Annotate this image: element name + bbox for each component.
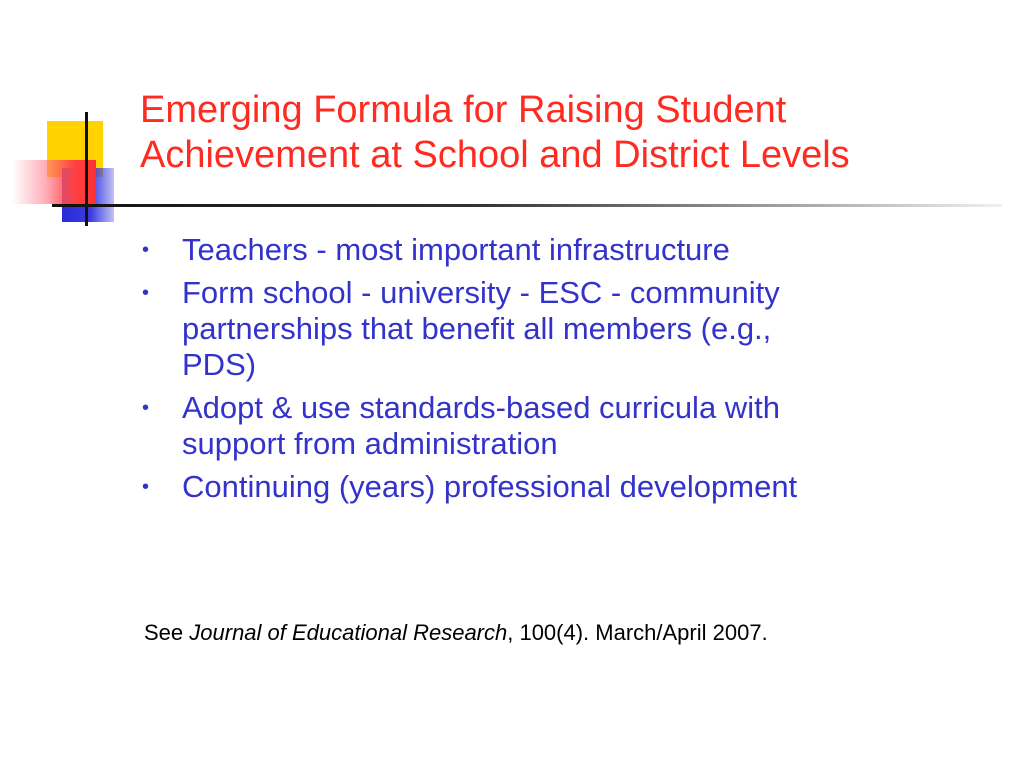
reference-citation (144, 618, 1004, 648)
reference-suffix: , 100(4). March/April 2007. (507, 620, 768, 645)
slide-title-line-1: Emerging Formula for Raising Student (140, 89, 787, 131)
bullet-item-curricula (140, 390, 1000, 462)
bullet-line: partnerships that benefit all members (e.g., (182, 311, 772, 346)
bullet-marker: • (142, 476, 150, 498)
bullet-line: Form school - university - ESC - community (182, 275, 780, 310)
bullet-text (182, 469, 1000, 505)
bullet-text (182, 275, 1000, 383)
bullet-item-teachers (140, 232, 1000, 268)
bullet-line: PDS) (182, 347, 257, 382)
logo-red-square (12, 160, 96, 204)
bullet-line: Adopt & use standards-based curricula with (182, 390, 780, 425)
bullet-line: support from administration (182, 426, 558, 461)
bullet-list (140, 232, 1000, 512)
bullet-item-partnerships (140, 275, 1000, 383)
bullet-text (182, 232, 1000, 268)
bullet-marker: • (142, 282, 150, 304)
reference-prefix: See (144, 620, 190, 645)
slide-title-line-2: Achievement at School and District Levels (140, 134, 850, 176)
slide-title (140, 88, 1010, 178)
bullet-line: Continuing (years) professional development (182, 469, 798, 504)
reference-journal-title: Journal of Educational Research (189, 620, 508, 645)
bullet-marker: • (142, 239, 150, 261)
bullet-item-professional-development (140, 469, 1000, 505)
bullet-line: Teachers - most important infrastructure (182, 232, 730, 267)
title-divider-line (52, 204, 1002, 207)
logo-vertical-line (85, 112, 88, 226)
bullet-text (182, 390, 1000, 462)
bullet-marker: • (142, 397, 150, 419)
